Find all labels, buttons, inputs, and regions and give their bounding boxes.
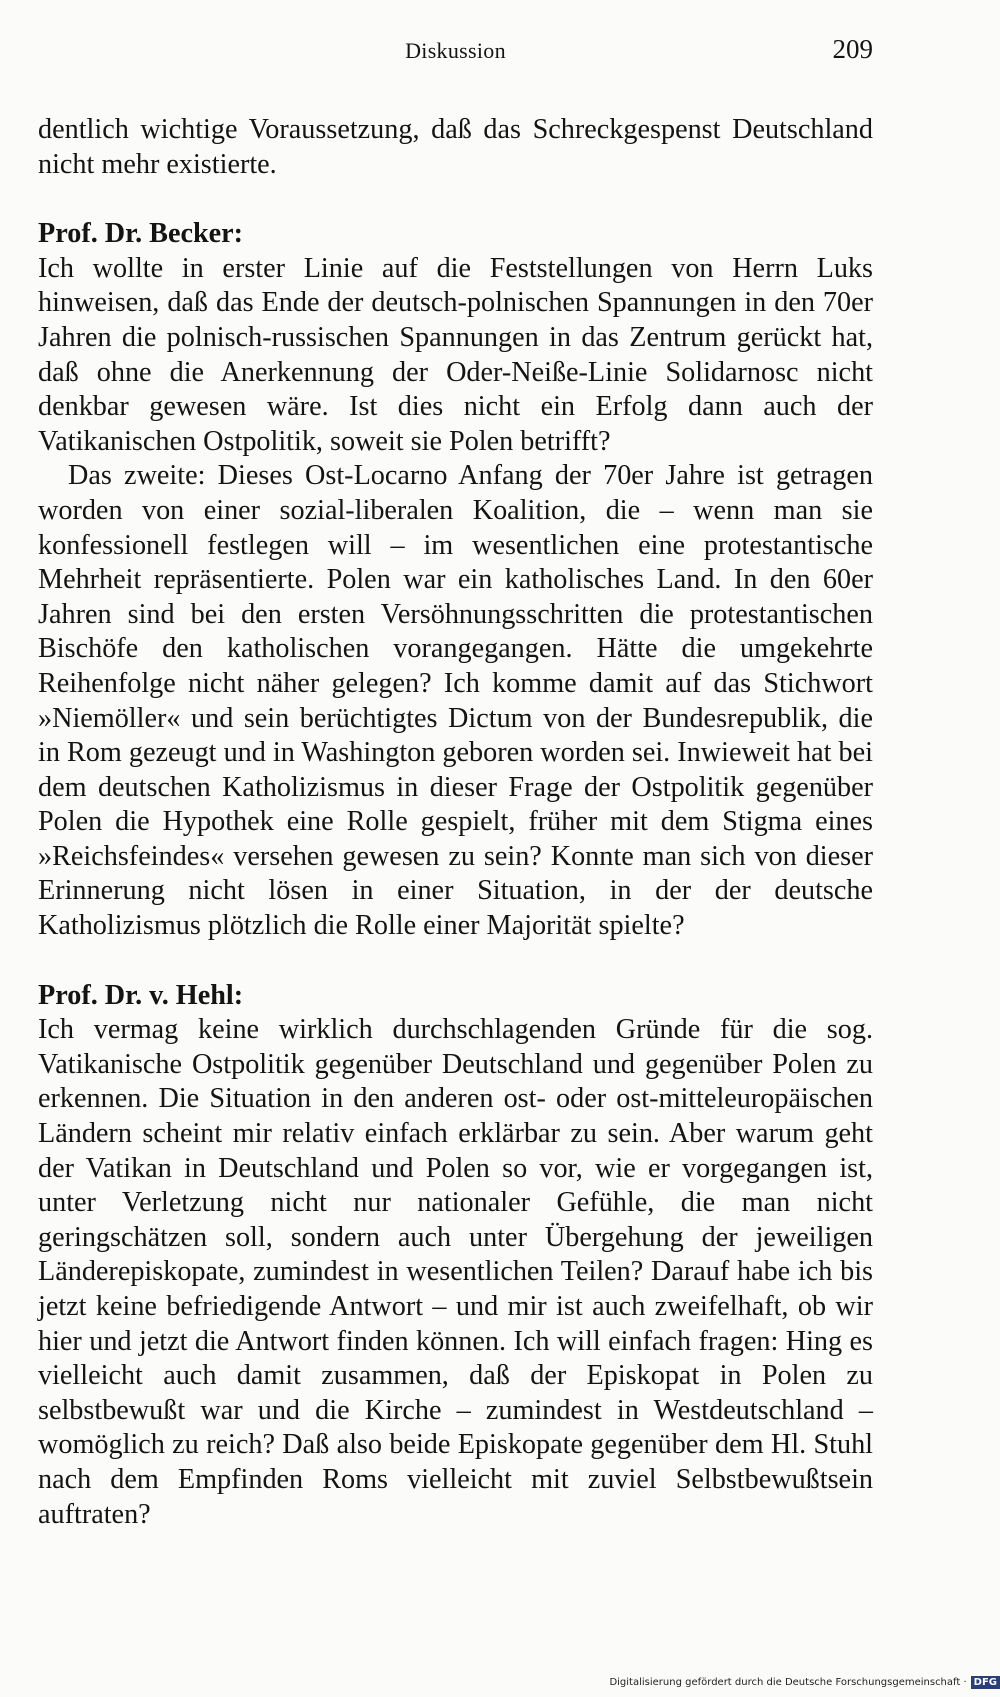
- dfg-logo: DFG: [971, 1676, 1000, 1689]
- discussion-section-hehl: [38, 979, 873, 1533]
- paragraph: Ich wollte in erster Linie auf die Feststellungen von Herrn Luks hinweisen, daß das Ende der deutsch-polnischen Spannungen in den 70er Jahren die polnisch-russischen Spannungen in das Zentrum gerückt hat, daß ohne die Anerkennung der Oder-Neiße-Linie Solidarnosc nicht denkbar gewesen wäre. Ist dies nicht ein Erfolg dann auch der Vatikanischen Ostpolitik, soweit sie Polen betrifft?: [38, 252, 873, 457]
- body-text: [38, 113, 873, 1532]
- section-gap: [38, 944, 873, 979]
- opening-paragraph: dentlich wichtige Voraussetzung, daß das Schreckgespenst Deutschland nicht mehr existierte.: [38, 114, 873, 180]
- discussion-section-becker: [38, 217, 873, 943]
- paragraph: Ich vermag keine wirklich durchschlagenden Gründe für die sog. Vatikanische Ostpolitik gegenüber Deutschland und gegenüber Polen zu erkennen. Die Situation in den anderen ost- oder ost-mitteleuropäischen Ländern scheint mir relativ einfach erklärbar zu sein. Aber warum geht der Vatikan in Deutschland und Polen so vor, wie er vorgegangen ist, unter Verletzung nicht nur nationaler Gefühle, die man nicht geringschätzen soll, sondern auch unter Übergehung der jeweiligen Länderepiskopate, zumindest in wesentlichen Teilen? Darauf habe ich bis jetzt keine befriedigende Antwort – und mir ist auch zweifelhaft, ob wir hier und jetzt die Antwort finden können. Ich will einfach fragen: Hing es vielleicht auch damit zusammen, daß der Episkopat in Polen zu selbstbewußt war und die Kirche – zumindest in Westdeutschland – womöglich zu reich? Daß also beide Episkopate gegenüber dem Hl. Stuhl nach dem Empfinden Roms vielleicht mit zuviel Selbstbewußtsein auftraten?: [38, 1014, 873, 1530]
- page-number: 209: [832, 34, 873, 64]
- running-title: Diskussion: [405, 38, 506, 63]
- digitization-footer: [400, 1669, 1000, 1695]
- section-gap: [38, 182, 873, 217]
- running-head: [38, 34, 873, 74]
- speaker-heading: Prof. Dr. Becker:: [38, 218, 244, 250]
- funding-note: Digitalisierung gefördert durch die Deutsche Forschungsgemeinschaft ·: [609, 1676, 967, 1688]
- paragraph: Das zweite: Dieses Ost-Locarno Anfang der 70er Jahre ist getragen worden von einer sozial-liberalen Koalition, die – wenn man sie konfessionell festlegen will – im wesentlichen eine protestantische Mehrheit repräsentierte. Polen war ein katholisches Land. In den 60er Jahren sind bei den ersten Versöhnungsschritten die protestantischen Bischöfe den katholischen vorangegangen. Hätte die umgekehrte Reihenfolge nicht näher gelegen? Ich komme damit auf das Stichwort »Niemöller« und sein berüchtigtes Dictum von der Bundesrepublik, die in Rom gezeugt und in Washington geboren worden sei. Inwieweit hat bei dem deutschen Katholizismus in dieser Frage der Ostpolitik gegenüber Polen die Hypothek eine Rolle gespielt, früher mit dem Stigma eines »Reichsfeindes« versehen gewesen zu sein? Konnte man sich von dieser Erinnerung nicht lösen in einer Situation, in der der deutsche Katholizismus plötzlich die Rolle einer Majorität spielte?: [38, 460, 873, 942]
- speaker-heading: Prof. Dr. v. Hehl:: [38, 979, 244, 1011]
